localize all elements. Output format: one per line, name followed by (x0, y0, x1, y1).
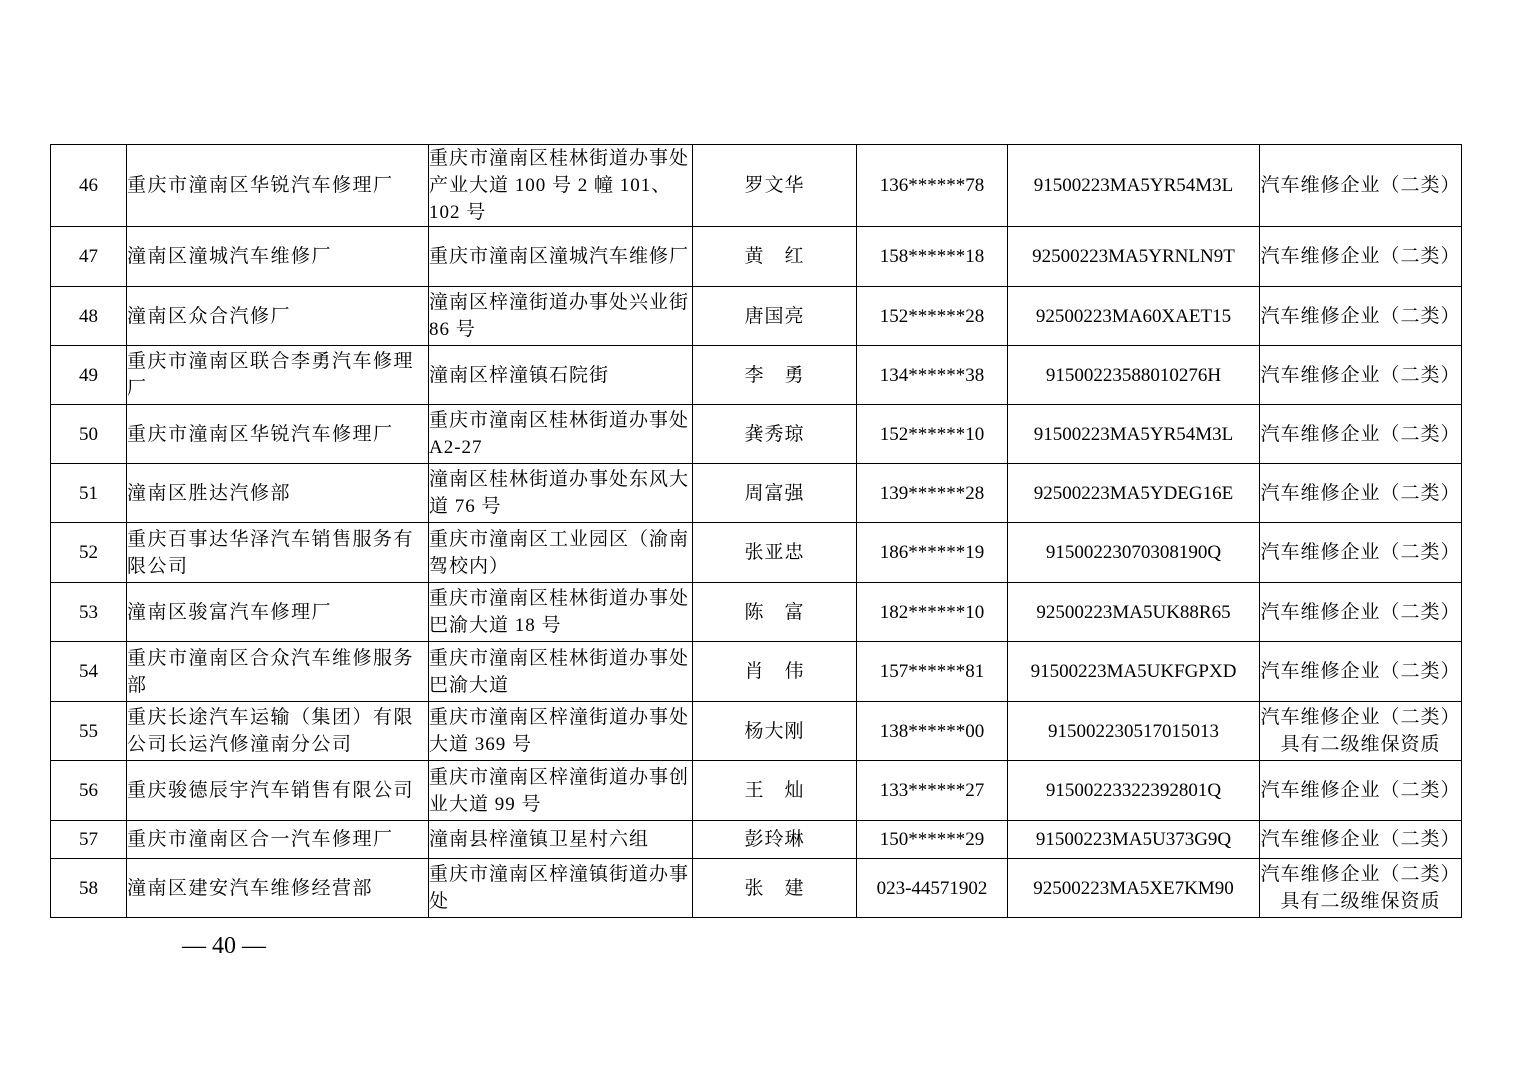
enterprise-name: 重庆市潼南区华锐汽车修理厂 (127, 145, 429, 227)
row-index: 56 (51, 761, 127, 821)
contact-phone: 134******38 (857, 346, 1008, 405)
table-row (51, 346, 1462, 405)
enterprise-name: 重庆百事达华泽汽车销售服务有限公司 (127, 523, 429, 583)
legal-representative: 李 勇 (693, 346, 857, 405)
enterprise-address: 重庆市潼南区潼城汽车维修厂 (429, 227, 693, 287)
row-index: 54 (51, 642, 127, 702)
table-row (51, 821, 1462, 859)
legal-representative: 王 灿 (693, 761, 857, 821)
credit-code: 91500223MA5U373G9Q (1008, 821, 1260, 859)
table-row (51, 523, 1462, 583)
row-index: 52 (51, 523, 127, 583)
business-type: 汽车维修企业（二类）具有二级维保资质 (1260, 702, 1462, 761)
contact-phone: 023-44571902 (857, 859, 1008, 918)
contact-phone: 152******28 (857, 287, 1008, 346)
contact-phone: 133******27 (857, 761, 1008, 821)
enterprise-name: 重庆市潼南区合众汽车维修服务部 (127, 642, 429, 702)
table-row (51, 642, 1462, 702)
page-number: — 40 — (182, 933, 266, 959)
enterprise-name: 重庆市潼南区合一汽车修理厂 (127, 821, 429, 859)
enterprise-address: 潼南区梓潼镇石院街 (429, 346, 693, 405)
enterprise-address: 重庆市潼南区梓潼镇街道办事处 (429, 859, 693, 918)
enterprise-address: 重庆市潼南区梓潼街道办事创业大道 99 号 (429, 761, 693, 821)
credit-code: 92500223MA5UK88R65 (1008, 583, 1260, 642)
contact-phone: 152******10 (857, 405, 1008, 464)
business-type: 汽车维修企业（二类） (1260, 464, 1462, 523)
row-index: 58 (51, 859, 127, 918)
credit-code: 92500223MA5XE7KM90 (1008, 859, 1260, 918)
business-type: 汽车维修企业（二类） (1260, 821, 1462, 859)
row-index: 53 (51, 583, 127, 642)
contact-phone: 139******28 (857, 464, 1008, 523)
legal-representative: 黄 红 (693, 227, 857, 287)
row-index: 55 (51, 702, 127, 761)
table-row (51, 761, 1462, 821)
business-type: 汽车维修企业（二类） (1260, 287, 1462, 346)
credit-code: 9150022358801027​6H (1008, 346, 1260, 405)
enterprise-address: 潼南区梓潼街道办事处兴业街 86 号 (429, 287, 693, 346)
contact-phone: 158******18 (857, 227, 1008, 287)
enterprise-address: 重庆市潼南区工业园区（渝南驾校内） (429, 523, 693, 583)
row-index: 49 (51, 346, 127, 405)
table-row (51, 859, 1462, 918)
contact-phone: 150******29 (857, 821, 1008, 859)
table-row (51, 583, 1462, 642)
legal-representative: 唐国亮 (693, 287, 857, 346)
legal-representative: 罗文华 (693, 145, 857, 227)
enterprise-name: 重庆市潼南区华锐汽车修理厂 (127, 405, 429, 464)
registry-table-body (51, 145, 1462, 918)
enterprise-address: 潼南区桂林街道办事处东风大道 76 号 (429, 464, 693, 523)
credit-code: 91500223070308190Q (1008, 523, 1260, 583)
registry-table (50, 144, 1462, 918)
enterprise-address: 重庆市潼南区桂林街道办事处 A2-27 (429, 405, 693, 464)
business-type: 汽车维修企业（二类） (1260, 523, 1462, 583)
legal-representative: 张亚忠 (693, 523, 857, 583)
business-type: 汽车维修企业（二类） (1260, 145, 1462, 227)
enterprise-name: 潼南区众合汽修厂 (127, 287, 429, 346)
legal-representative: 肖 伟 (693, 642, 857, 702)
credit-code: 91500223MA5YR54M3L (1008, 145, 1260, 227)
contact-phone: 186******19 (857, 523, 1008, 583)
business-type: 汽车维修企业（二类） (1260, 405, 1462, 464)
legal-representative: 张 建 (693, 859, 857, 918)
row-index: 47 (51, 227, 127, 287)
table-row (51, 702, 1462, 761)
contact-phone: 157******81 (857, 642, 1008, 702)
enterprise-name: 重庆市潼南区联合李勇汽车修理厂 (127, 346, 429, 405)
business-type: 汽车维修企业（二类） (1260, 761, 1462, 821)
legal-representative: 彭玲琳 (693, 821, 857, 859)
enterprise-address: 重庆市潼南区桂林街道办事处产业大道 100 号 2 幢 101、102 号 (429, 145, 693, 227)
enterprise-address: 重庆市潼南区桂林街道办事处巴渝大道 (429, 642, 693, 702)
credit-code: 91500223322392801Q (1008, 761, 1260, 821)
row-index: 50 (51, 405, 127, 464)
legal-representative: 龚秀琼 (693, 405, 857, 464)
row-index: 48 (51, 287, 127, 346)
credit-code: 92500223MA5YRNLN9T (1008, 227, 1260, 287)
business-type: 汽车维修企业（二类） (1260, 227, 1462, 287)
contact-phone: 136******78 (857, 145, 1008, 227)
enterprise-name: 潼南区骏富汽车修理厂 (127, 583, 429, 642)
contact-phone: 138******00 (857, 702, 1008, 761)
credit-code: 92500223MA5YDEG16E (1008, 464, 1260, 523)
enterprise-address: 潼南县梓潼镇卫星村六组 (429, 821, 693, 859)
enterprise-address: 重庆市潼南区梓潼街道办事处大道 369 号 (429, 702, 693, 761)
table-row (51, 464, 1462, 523)
enterprise-name: 潼南区建安汽车维修经营部 (127, 859, 429, 918)
table-row (51, 145, 1462, 227)
credit-code: 915002230517015013 (1008, 702, 1260, 761)
enterprise-name: 潼南区潼城汽车维修厂 (127, 227, 429, 287)
table-row (51, 287, 1462, 346)
table-row (51, 227, 1462, 287)
business-type: 汽车维修企业（二类） (1260, 642, 1462, 702)
row-index: 57 (51, 821, 127, 859)
enterprise-address: 重庆市潼南区桂林街道办事处巴渝大道 18 号 (429, 583, 693, 642)
table-row (51, 405, 1462, 464)
business-type: 汽车维修企业（二类） (1260, 583, 1462, 642)
legal-representative: 周富强 (693, 464, 857, 523)
legal-representative: 杨大刚 (693, 702, 857, 761)
row-index: 46 (51, 145, 127, 227)
enterprise-name: 重庆长途汽车运输（集团）有限公司长运汽修潼南分公司 (127, 702, 429, 761)
enterprise-name: 潼南区胜达汽修部 (127, 464, 429, 523)
legal-representative: 陈 富 (693, 583, 857, 642)
credit-code: 91500223MA5UKFGPXD (1008, 642, 1260, 702)
row-index: 51 (51, 464, 127, 523)
contact-phone: 182******10 (857, 583, 1008, 642)
business-type: 汽车维修企业（二类）具有二级维保资质 (1260, 859, 1462, 918)
credit-code: 92500223MA60XAET15 (1008, 287, 1260, 346)
business-type: 汽车维修企业（二类） (1260, 346, 1462, 405)
credit-code: 91500223MA5YR54M3L (1008, 405, 1260, 464)
enterprise-name: 重庆骏德辰宇汽车销售有限公司 (127, 761, 429, 821)
